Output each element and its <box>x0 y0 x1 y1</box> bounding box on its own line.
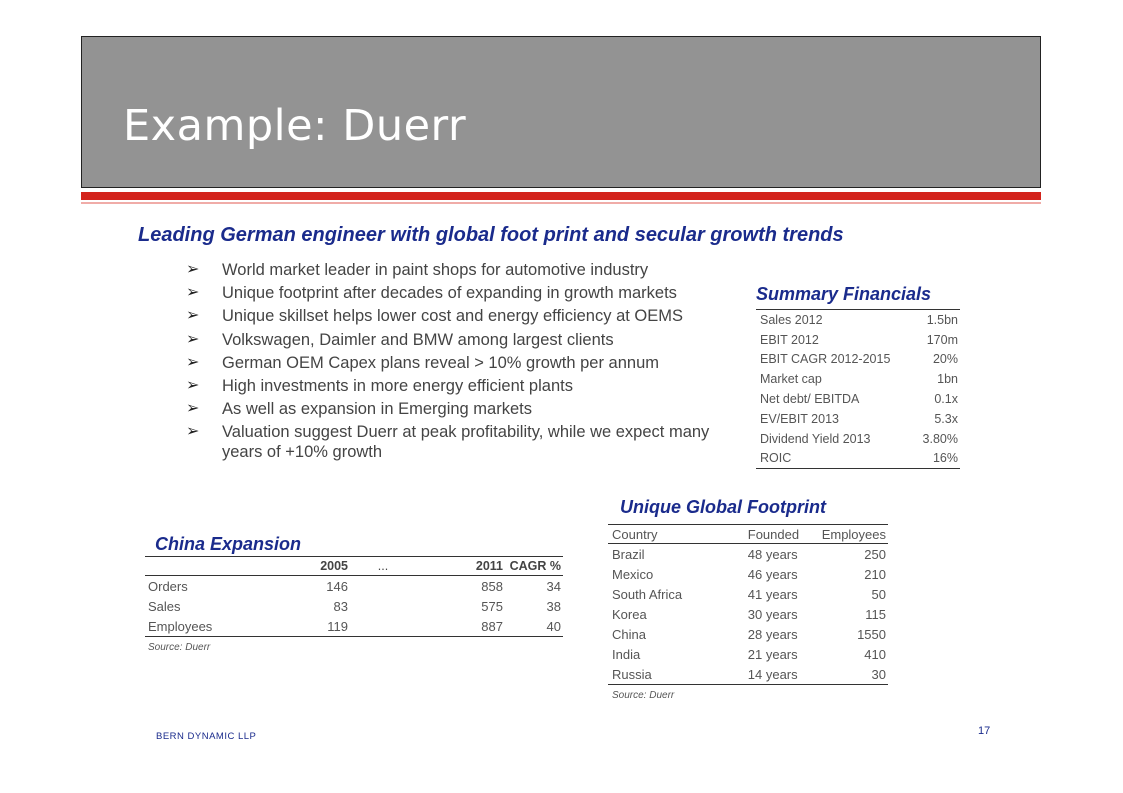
cell-employees: 250 <box>864 546 886 562</box>
col-header-2005: 2005 <box>258 557 348 576</box>
row-label: EBIT 2012 <box>760 332 819 347</box>
row-value: 1bn <box>937 372 958 387</box>
cell-country: Brazil <box>612 546 645 562</box>
page-number: 17 <box>978 725 991 737</box>
table-row <box>608 564 888 584</box>
cell-cagr: 34 <box>546 578 561 594</box>
header-divider <box>81 192 1041 200</box>
china-expansion-title: China Expansion <box>155 534 302 554</box>
cell-founded: 46 years <box>747 566 798 582</box>
table-row <box>756 310 960 330</box>
col-header-cagr: CAGR % <box>503 557 563 576</box>
cell-employees: 50 <box>871 586 886 602</box>
table-row <box>756 369 960 389</box>
cell-2005: 146 <box>326 578 348 594</box>
row-label: Net debt/ EBITDA <box>760 392 860 407</box>
cell-country: Russia <box>612 666 652 682</box>
col-header-2011: 2011 <box>418 557 503 576</box>
cell-2005: 119 <box>327 618 348 634</box>
footprint-title: Unique Global Footprint <box>620 497 826 517</box>
arrow-bullet-icon: ➢ <box>186 376 200 394</box>
col-header-employees: Employees <box>821 526 886 542</box>
table-row <box>608 664 888 685</box>
bullet-text: German OEM Capex plans reveal > 10% growth per annum <box>222 353 660 372</box>
page-title: Example: Duerr <box>123 101 467 151</box>
table-row <box>608 604 888 624</box>
row-label: Market cap <box>760 372 822 387</box>
row-label: EV/EBIT 2013 <box>760 411 839 426</box>
row-label: Dividend Yield 2013 <box>760 431 871 446</box>
title-banner <box>81 36 1041 188</box>
table-row <box>756 350 960 370</box>
arrow-bullet-icon: ➢ <box>186 330 200 348</box>
cell-country: India <box>612 646 641 662</box>
footprint-table <box>608 524 888 685</box>
cell-label: Employees <box>148 618 213 634</box>
bullet-text: As well as expansion in Emerging markets <box>222 400 532 419</box>
col-header-country: Country <box>608 525 748 544</box>
china-expansion-table <box>145 556 563 637</box>
china-source: Source: Duerr <box>148 642 211 653</box>
list-item <box>186 399 726 419</box>
row-value: 0.1x <box>934 392 958 407</box>
cell-country: Korea <box>612 606 647 622</box>
arrow-bullet-icon: ➢ <box>186 423 200 441</box>
table-header-row <box>608 525 888 544</box>
arrow-bullet-icon: ➢ <box>186 307 200 325</box>
summary-financials-title: Summary Financials <box>756 284 932 304</box>
row-label: EBIT CAGR 2012-2015 <box>760 352 891 367</box>
table-row <box>145 576 563 597</box>
summary-financials-table <box>756 309 960 469</box>
row-value: 20% <box>932 352 958 367</box>
table-row <box>756 389 960 409</box>
cell-label: Orders <box>148 578 188 594</box>
table-row <box>608 644 888 664</box>
arrow-bullet-icon: ➢ <box>186 284 200 302</box>
header-divider-thin <box>81 202 1041 204</box>
row-value: 16% <box>932 451 958 466</box>
bullet-text: Valuation suggest Duerr at peak profitability, while we expect many years of +10% growth <box>222 423 710 462</box>
table-row <box>145 596 563 616</box>
list-item <box>186 330 726 350</box>
row-value: 5.3x <box>934 411 958 426</box>
table-row <box>756 449 960 469</box>
headline: Leading German engineer with global foot print and secular growth trends <box>138 224 844 246</box>
table-row <box>145 616 563 637</box>
arrow-bullet-icon: ➢ <box>186 353 200 371</box>
list-item <box>186 376 726 396</box>
cell-country: China <box>612 626 646 642</box>
col-header-ellipsis: ... <box>348 557 418 576</box>
footprint-source: Source: Duerr <box>612 690 675 701</box>
bullet-text: World market leader in paint shops for automotive industry <box>222 261 649 279</box>
list-item <box>186 260 726 280</box>
cell-2005: 83 <box>333 598 348 614</box>
cell-2011: 575 <box>481 598 503 614</box>
col-header-blank <box>145 557 258 576</box>
bullet-text: High investments in more energy efficient plants <box>222 376 573 395</box>
cell-founded: 30 years <box>747 606 798 622</box>
cell-label: Sales <box>148 598 181 614</box>
table-row <box>756 429 960 449</box>
row-value: 3.80% <box>922 431 958 446</box>
row-label: ROIC <box>760 451 792 466</box>
cell-founded: 28 years <box>747 626 798 642</box>
arrow-bullet-icon: ➢ <box>186 400 200 418</box>
cell-founded: 48 years <box>747 546 798 562</box>
row-value: 170m <box>926 332 958 347</box>
cell-cagr: 40 <box>546 618 561 634</box>
row-value: 1.5bn <box>926 312 958 327</box>
cell-founded: 21 years <box>747 646 798 662</box>
list-item <box>186 306 726 326</box>
cell-country: South Africa <box>612 586 683 602</box>
list-item <box>186 353 726 373</box>
table-row <box>608 624 888 644</box>
bullet-text: Unique skillset helps lower cost and energy efficiency at OEMS <box>222 307 684 326</box>
table-header-row <box>145 557 563 576</box>
cell-2011: 858 <box>481 578 503 594</box>
bullet-text: Unique footprint after decades of expanding in growth markets <box>222 284 677 303</box>
table-row <box>756 330 960 350</box>
cell-founded: 14 years <box>747 666 798 682</box>
table-row <box>756 409 960 429</box>
list-item <box>186 422 726 462</box>
cell-employees: 1550 <box>857 626 886 642</box>
cell-country: Mexico <box>612 566 654 582</box>
cell-employees: 210 <box>864 566 886 582</box>
list-item <box>186 283 726 303</box>
cell-employees: 115 <box>865 606 886 622</box>
bullet-list <box>186 260 726 466</box>
cell-founded: 41 years <box>747 586 798 602</box>
row-label: Sales 2012 <box>760 312 823 327</box>
arrow-bullet-icon: ➢ <box>186 261 200 278</box>
table-row <box>608 544 888 565</box>
bullet-text: Volkswagen, Daimler and BMW among largest clients <box>222 330 614 349</box>
table-row <box>608 584 888 604</box>
footer-company: BERN DYNAMIC LLP <box>156 731 257 742</box>
col-header-founded: Founded <box>748 525 822 544</box>
cell-employees: 30 <box>871 666 886 682</box>
cell-2011: 887 <box>481 618 503 634</box>
cell-cagr: 38 <box>546 598 561 614</box>
cell-employees: 410 <box>864 646 886 662</box>
